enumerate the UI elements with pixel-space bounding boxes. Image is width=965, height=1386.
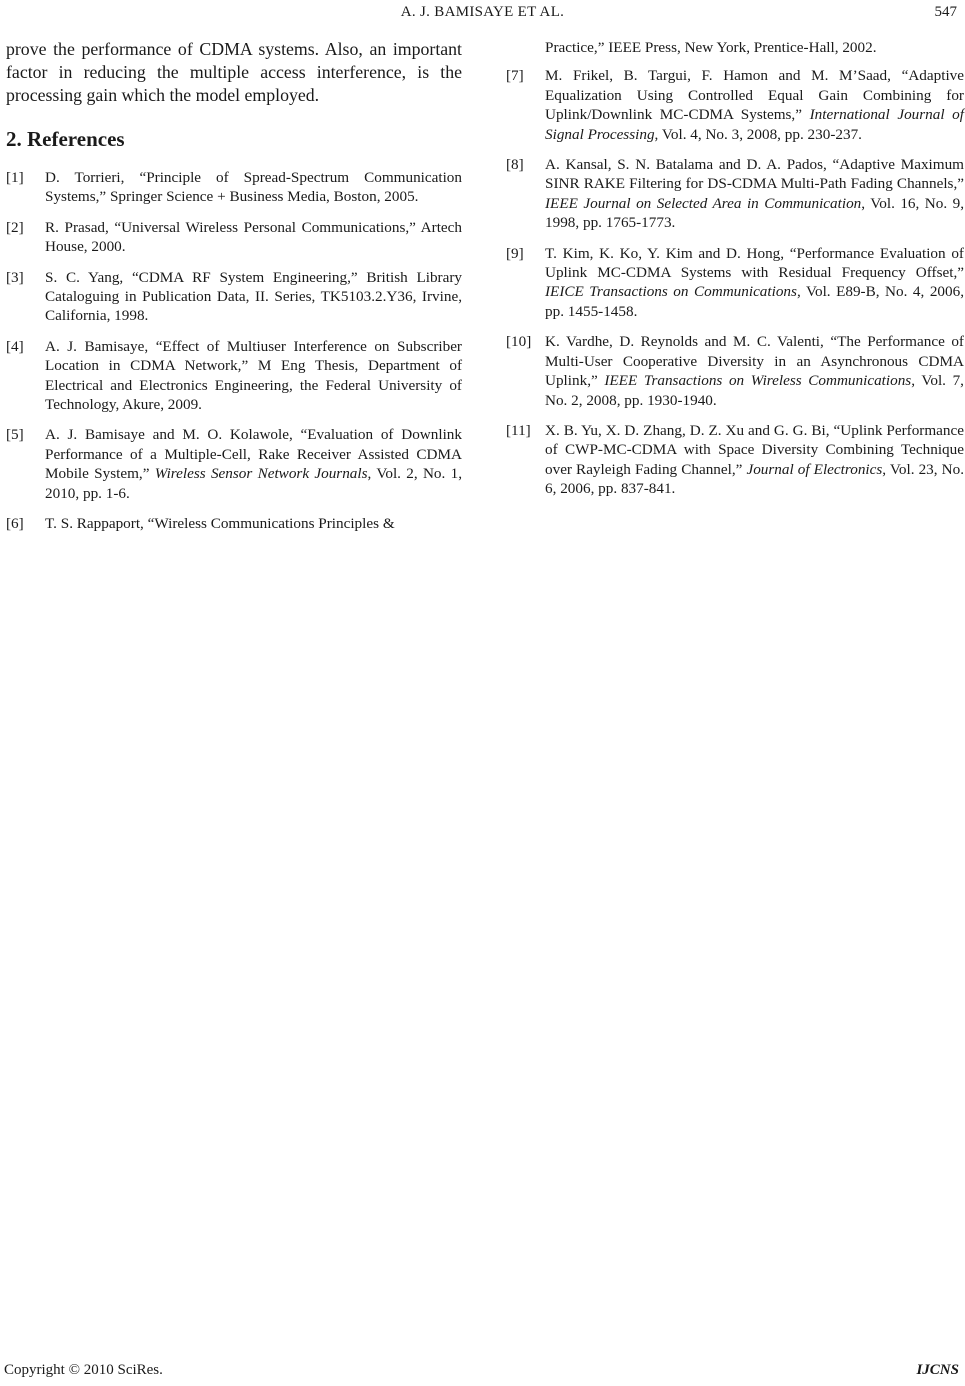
reference-journal: IEICE Transactions on Communications xyxy=(545,283,797,301)
reference-text: S. C. Yang, “CDMA RF System Engineering,” British Library Cataloguing in Publication Data, II. Series, TK5103.2.Y36, Irvine, California, 1998. xyxy=(45,268,462,325)
page-header xyxy=(0,0,965,26)
reference-text: T. S. Rappaport, “Wireless Communications Principles & xyxy=(45,515,395,533)
reference-text: Practice,” IEEE Press, New York, Prentice-Hall, 2002. xyxy=(545,39,877,56)
reference-3 xyxy=(6,268,462,326)
reference-number: [2] xyxy=(6,218,24,236)
journal-abbreviation: IJCNS xyxy=(916,1362,959,1378)
page-number: 547 xyxy=(934,4,957,20)
reference-text-main: A. J. Bamisaye and M. O. Kolawole, “Evaluation of Downlink Performance of a Multiple-Cell, Rake Receiver Assisted CDMA Mobile System,” xyxy=(45,426,462,483)
reference-number: [6] xyxy=(6,515,24,533)
reference-6-continuation xyxy=(545,38,964,57)
reference-text-details: , Vol. 23, No. 6, 2006, pp. 837-841. xyxy=(545,460,964,498)
reference-text xyxy=(545,155,964,233)
reference-1 xyxy=(6,168,462,207)
reference-text xyxy=(545,421,964,499)
reference-journal: Journal of Electronics xyxy=(746,460,883,478)
reference-text: A. J. Bamisaye, “Effect of Multiuser Interference on Subscriber Location in CDMA Network,” M Eng Thesis, Department of Electrical and Electronics Engineering, the Federal University of Technology, Akure, 2009. xyxy=(45,337,462,414)
reference-number: [4] xyxy=(6,337,24,355)
reference-journal: IEEE Journal on Selected Area in Communication xyxy=(545,194,862,212)
reference-4 xyxy=(6,337,462,415)
reference-6 xyxy=(6,514,462,533)
reference-10 xyxy=(506,332,964,410)
reference-number: [7] xyxy=(506,67,524,85)
section-heading: 2. References xyxy=(6,127,125,151)
reference-number: [10] xyxy=(506,333,532,351)
intro-paragraph: prove the performance of CDMA systems. Also, an important factor in reducing the multiple access interference, is the processing gain which the model employed. xyxy=(6,39,462,105)
page-footer xyxy=(0,1356,965,1386)
reference-text-details: , Vol. 4, No. 3, 2008, pp. 230-237. xyxy=(654,125,862,143)
reference-text xyxy=(545,66,964,144)
reference-11 xyxy=(506,421,964,499)
reference-5 xyxy=(6,425,462,503)
reference-text-details: , Vol. 16, No. 9, 1998, pp. 1765-1773. xyxy=(545,194,964,232)
right-column xyxy=(506,38,964,510)
reference-text-details: , Vol. 2, No. 1, 2010, pp. 1-6. xyxy=(45,465,463,502)
reference-journal: IEEE Transactions on Wireless Communications xyxy=(604,372,912,390)
copyright-notice: Copyright © 2010 SciRes. xyxy=(4,1362,163,1378)
reference-text: R. Prasad, “Universal Wireless Personal Communications,” Artech House, 2000. xyxy=(45,218,462,256)
reference-text xyxy=(545,244,964,322)
reference-text-main: X. B. Yu, X. D. Zhang, D. Z. Xu and G. G. Bi, “Uplink Performance of CWP-MC-CDMA with Space Diversity Combining Technique over Rayleigh Fading Channel,” xyxy=(545,421,964,478)
left-column xyxy=(6,38,462,545)
reference-journal: International Journal of Signal Processing xyxy=(545,106,964,143)
reference-text-main: K. Vardhe, D. Reynolds and M. C. Valenti, “The Performance of Multi-User Cooperative Diversity in an Asynchronous CDMA Uplink,” xyxy=(545,333,964,390)
reference-9 xyxy=(506,244,964,322)
reference-journal: Wireless Sensor Network Journals xyxy=(154,465,368,483)
reference-8 xyxy=(506,155,964,233)
reference-text xyxy=(45,425,462,503)
reference-text-details: , Vol. 7, No. 2, 2008, pp. 1930-1940. xyxy=(545,372,964,409)
reference-text-main: T. Kim, K. Ko, Y. Kim and D. Hong, “Performance Evaluation of Uplink MC-CDMA Systems with Residual Frequency Offset,” xyxy=(545,244,964,282)
reference-number: [8] xyxy=(506,156,524,174)
reference-number: [11] xyxy=(506,421,531,439)
reference-text-main: A. Kansal, S. N. Batalama and D. A. Pados, “Adaptive Maximum SINR RAKE Filtering for DS-CDMA Multi-Path Fading Channels,” xyxy=(545,156,964,193)
reference-text-details: , Vol. E89-B, No. 4, 2006, pp. 1455-1458. xyxy=(545,283,964,320)
reference-number: [1] xyxy=(6,169,24,186)
reference-number: [9] xyxy=(506,244,524,262)
running-title: A. J. BAMISAYE ET AL. xyxy=(400,4,565,20)
reference-text: D. Torrieri, “Principle of Spread-Spectrum Communication Systems,” Springer Science + Business Media, Boston, 2005. xyxy=(45,169,462,206)
reference-text-main: M. Frikel, B. Targui, F. Hamon and M. M’Saad, “Adaptive Equalization Using Controlled Equal Gain Combining for Uplink/Downlink MC-CDMA Systems,” xyxy=(545,67,964,124)
reference-number: [5] xyxy=(6,426,24,444)
reference-text xyxy=(545,332,964,410)
reference-number: [3] xyxy=(6,268,24,286)
reference-7 xyxy=(506,66,964,144)
reference-2 xyxy=(6,218,462,257)
